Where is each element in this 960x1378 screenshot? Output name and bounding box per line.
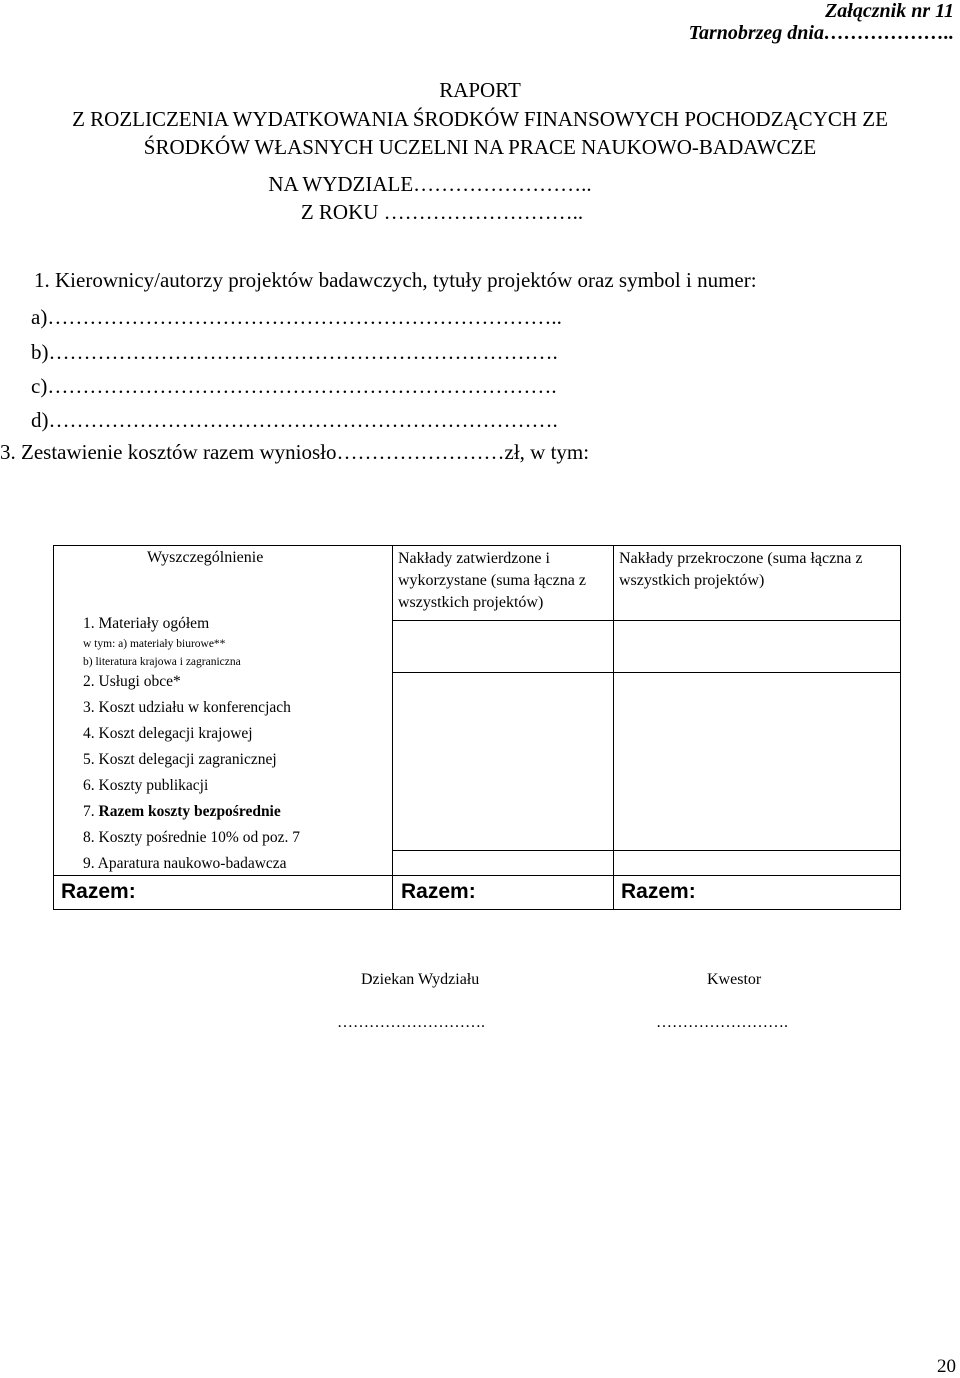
page-number: 20 — [937, 1356, 956, 1377]
title-line2: Z ROZLICZENIA WYDATKOWANIA ŚRODKÓW FINANSOWYCH POCHODZĄCYCH ZE — [72, 107, 888, 131]
row-aparatura: 9. Aparatura naukowo-badawcza — [83, 855, 287, 872]
section1-item-d: d)………………………………………………………………. — [31, 408, 558, 432]
row-uslugi: 2. Usługi obce* — [83, 673, 181, 690]
row-literatura: b) literatura krajowa i zagraniczna — [83, 656, 241, 668]
section3-summary: 3. Zestawienie kosztów razem wyniosło……………………zł, w tym: — [0, 440, 590, 464]
total-label-1: Razem: — [61, 880, 136, 903]
row-publikacje: 6. Koszty publikacji — [83, 777, 209, 794]
title-raport: RAPORT — [439, 78, 521, 102]
row-materialy: 1. Materiały ogółem — [83, 615, 210, 632]
section1-item-c: c)………………………………………………………………. — [31, 374, 557, 398]
dean-signature-line: ………………………. — [337, 1014, 485, 1031]
section1-heading: 1. Kierownicy/autorzy projektów badawczych, tytuły projektów oraz symbol i numer: — [34, 268, 757, 292]
attachment-label: Załącznik nr 11 — [825, 0, 954, 22]
row7-bold-label: Razem koszty bezpośrednie — [98, 803, 281, 820]
row-delegacje-zagraniczne: 5. Koszt delegacji zagranicznej — [83, 751, 277, 768]
cost-table — [53, 545, 901, 910]
total-label-3: Razem: — [621, 880, 696, 903]
total-label-2: Razem: — [401, 880, 476, 903]
header-approved: Nakłady zatwierdzone i wykorzystane (suma łączna z wszystkich projektów) — [398, 550, 586, 611]
header-exceeded: Nakłady przekroczone (suma łączna z wszystkich projektów) — [619, 550, 863, 589]
row7-number: 7. — [83, 803, 99, 820]
section1-item-a: a)……………………………………………………………….. — [31, 305, 562, 329]
row-delegacje-krajowe: 4. Koszt delegacji krajowej — [83, 725, 253, 742]
title-line3: ŚRODKÓW WŁASNYCH UCZELNI NA PRACE NAUKOWO-BADAWCZE — [143, 135, 817, 159]
row-materialy-biurowe: w tym: a) materiały biurowe** — [83, 638, 226, 650]
title-rok: Z ROKU ……………………….. — [300, 200, 584, 224]
row-koszty-posrednie: 8. Koszty pośrednie 10% od poz. 7 — [83, 829, 300, 846]
title-wydzial: NA WYDZIALE…………………….. — [268, 172, 592, 196]
dean-title: Dziekan Wydziału — [361, 971, 480, 988]
header-wyszczegolnienie: Wyszczególnienie — [147, 549, 264, 566]
row-konferencje: 3. Koszt udziału w konferencjach — [83, 699, 291, 716]
quaestor-signature-line: ……………………. — [656, 1014, 788, 1031]
quaestor-title: Kwestor — [707, 971, 762, 988]
city-date: Tarnobrzeg dnia……………….. — [688, 22, 954, 44]
section1-item-b: b)………………………………………………………………. — [31, 340, 558, 364]
row-razem-bezposrednie — [83, 803, 281, 821]
